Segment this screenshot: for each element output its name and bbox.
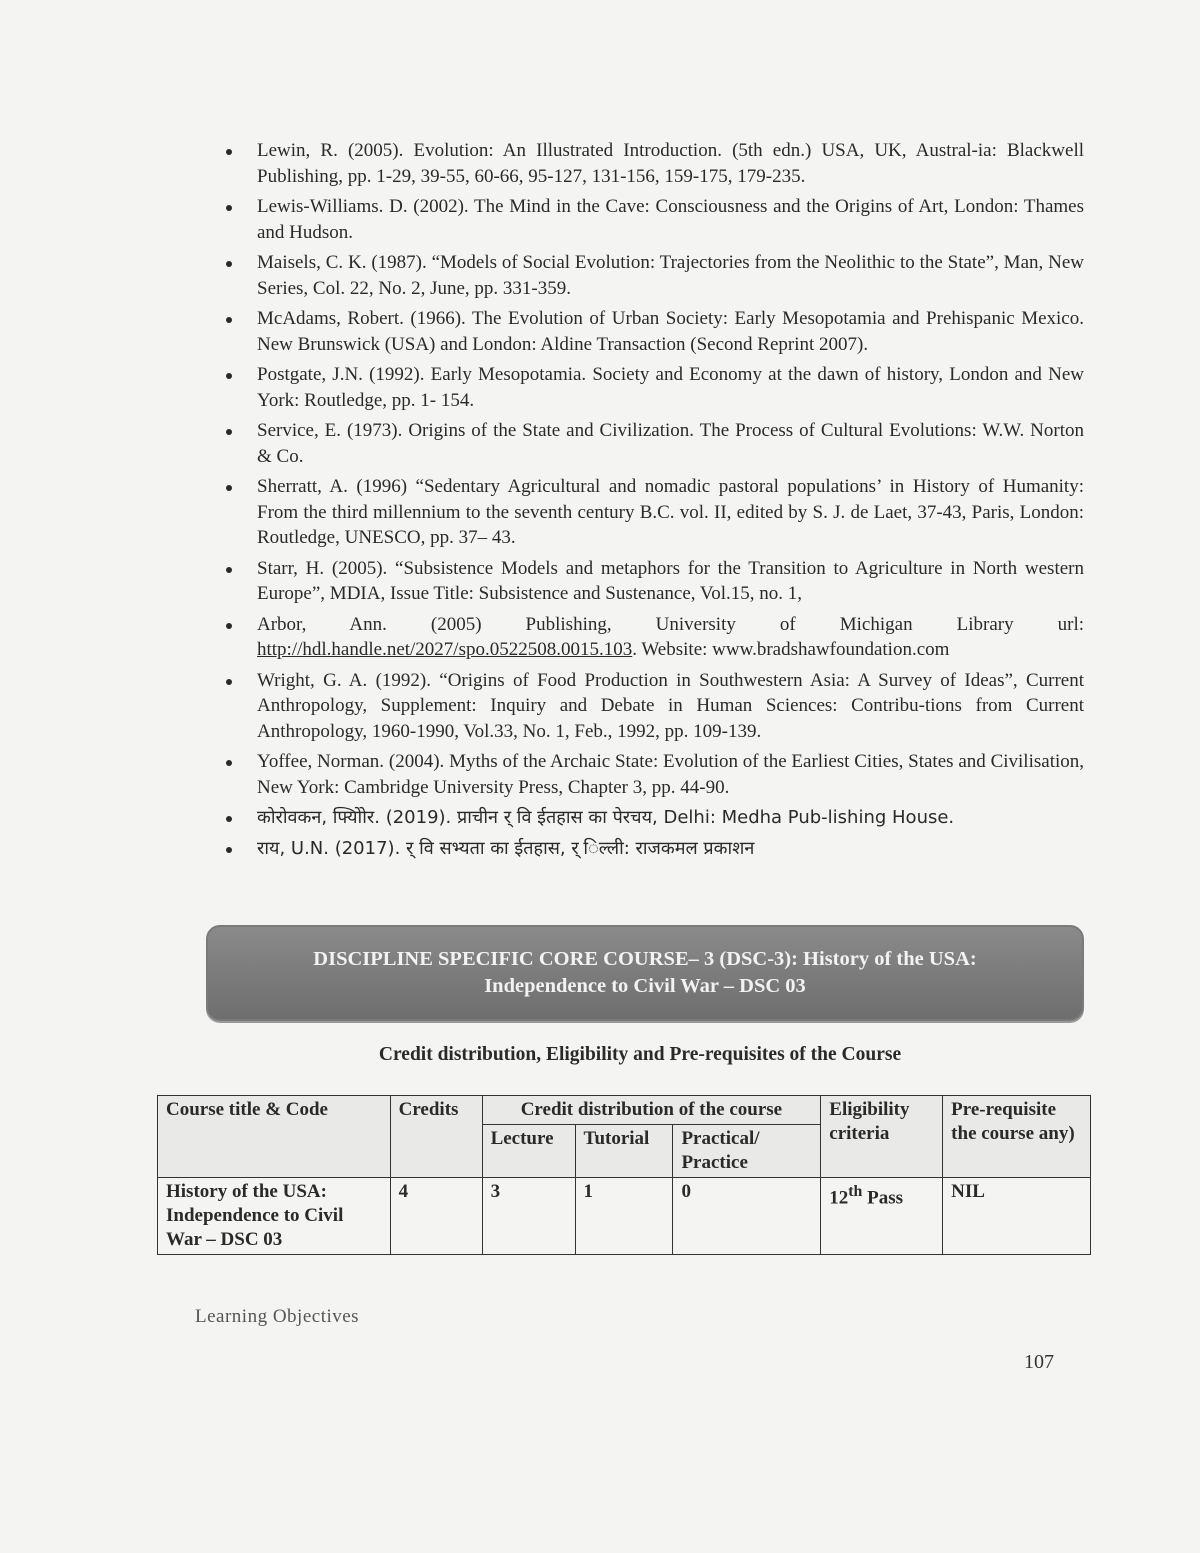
banner-title: DISCIPLINE SPECIFIC CORE COURSE– 3 (DSC-3): History of the USA: <box>313 948 977 970</box>
course-banner <box>206 925 1084 1021</box>
table-caption: Credit distribution, Eligibility and Pre-requisites of the Course <box>378 1044 902 1065</box>
cell-credits: 4 <box>390 1178 482 1255</box>
reference-item: Wright, G. A. (1992). “Origins of Food Production in Southwestern Asia: A Survey of Ideas”, Current Anthropology, Supplement: Inquiry and Debate in Human Sciences: Contribu-tions from Current Anthropology, 1960-1990, Vol.33, No. 1, Feb., 1992, pp. 109-139. <box>222 668 1084 745</box>
cell-prereq: NIL <box>943 1178 1091 1255</box>
reference-link[interactable]: http://hdl.handle.net/2027/spo.0522508.0015.103 <box>257 639 633 660</box>
reference-item: Arbor, Ann. (2005) Publishing, University of Michigan Library url: http://hdl.handle.net/2027/spo.0522508.0015.103. Website: www.bradshawfoundation.com <box>222 612 1084 663</box>
reference-item: Postgate, J.N. (1992). Early Mesopotamia. Society and Economy at the dawn of history, London and New York: Routledge, pp. 1- 154. <box>222 362 1084 413</box>
reference-item: कोरोवकन, फ्योिोर. (2019). प्राचीन र् वि ईतहास का पेरचय, Delhi: Medha Pub-lishing House. <box>222 805 1084 831</box>
cell-eligibility: 12th Pass <box>821 1178 943 1255</box>
bullet-icon <box>226 567 232 573</box>
credit-table <box>157 1095 1091 1255</box>
reference-item: Starr, H. (2005). “Subsistence Models and metaphors for the Transition to Agriculture in North western Europe”, MDIA, Issue Title: Subsistence and Sustenance, Vol.15, no. 1, <box>222 556 1084 607</box>
bullet-icon <box>226 760 232 766</box>
bullet-icon <box>226 816 232 822</box>
cell-tutorial: 1 <box>575 1178 673 1255</box>
cell-practical: 0 <box>673 1178 821 1255</box>
bullet-icon <box>226 485 232 491</box>
reference-item: McAdams, Robert. (1966). The Evolution of Urban Society: Early Mesopotamia and Prehispanic Mexico. New Brunswick (USA) and London: Aldine Transaction (Second Reprint 2007). <box>222 306 1084 357</box>
bullet-icon <box>226 679 232 685</box>
bullet-icon <box>226 623 232 629</box>
reference-item: Maisels, C. K. (1987). “Models of Social Evolution: Trajectories from the Neolithic to the State”, Man, New Series, Col. 22, No. 2, June, pp. 331-359. <box>222 250 1084 301</box>
table-header-row <box>158 1096 1091 1125</box>
header-practical: Practical/ Practice <box>673 1125 821 1178</box>
reference-item: Service, E. (1973). Origins of the State and Civilization. The Process of Cultural Evolutions: W.W. Norton & Co. <box>222 418 1084 469</box>
bullet-icon <box>226 429 232 435</box>
bullet-icon <box>226 205 232 211</box>
header-prereq: Pre-requisite the course any) <box>943 1096 1091 1178</box>
cell-course: History of the USA: Independence to Civil War – DSC 03 <box>158 1178 391 1255</box>
reference-item: Lewis-Williams. D. (2002). The Mind in the Cave: Consciousness and the Origins of Art, London: Thames and Hudson. <box>222 194 1084 245</box>
reference-list <box>222 138 1084 866</box>
cell-lecture: 3 <box>482 1178 575 1255</box>
header-tutorial: Tutorial <box>575 1125 673 1178</box>
bullet-icon <box>226 373 232 379</box>
learning-objectives-heading: Learning Objectives <box>195 1306 360 1327</box>
header-lecture: Lecture <box>482 1125 575 1178</box>
bullet-icon <box>226 149 232 155</box>
reference-item: Yoffee, Norman. (2004). Myths of the Archaic State: Evolution of the Earliest Cities, States and Civilisation, New York: Cambridge University Press, Chapter 3, pp. 44-90. <box>222 749 1084 800</box>
reference-item: Lewin, R. (2005). Evolution: An Illustrated Introduction. (5th edn.) USA, UK, Austral-ia: Blackwell Publishing, pp. 1-29, 39-55, 60-66, 95-127, 131-156, 159-175, 179-235. <box>222 138 1084 189</box>
reference-item: Sherratt, A. (1996) “Sedentary Agricultural and nomadic pastoral populations’ in History of Humanity: From the third millennium to the seventh century B.C. vol. II, edited by S. J. de Laet, 37-43, Paris, London: Routledge, UNESCO, pp. 37– 43. <box>222 474 1084 551</box>
table-row <box>158 1178 1091 1255</box>
header-distribution: Credit distribution of the course <box>482 1096 821 1125</box>
bullet-icon <box>226 261 232 267</box>
bullet-icon <box>226 317 232 323</box>
reference-item: राय, U.N. (2017). र् वि सभ्यता का ईतहास, र् िल्ली: राजकमल प्रकाशन <box>222 836 1084 862</box>
banner-subtitle: Independence to Civil War – DSC 03 <box>484 975 806 997</box>
bullet-icon <box>226 847 232 853</box>
header-credits: Credits <box>390 1096 482 1178</box>
page-number: 107 <box>1024 1351 1054 1373</box>
header-eligibility: Eligibility criteria <box>821 1096 943 1178</box>
header-course: Course title & Code <box>158 1096 391 1178</box>
